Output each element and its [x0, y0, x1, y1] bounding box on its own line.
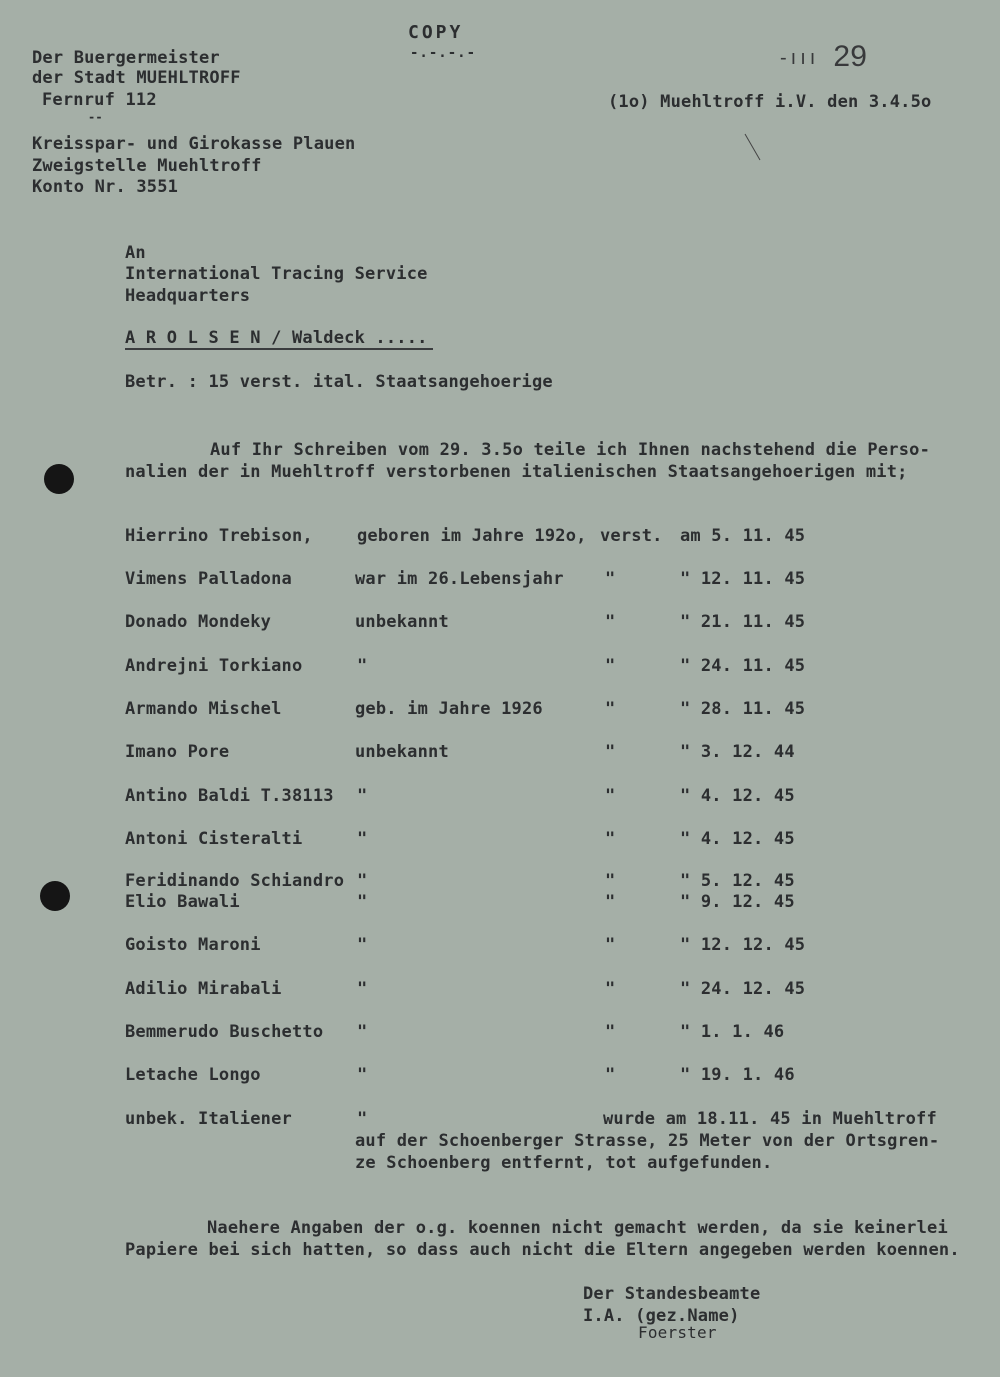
person-birth: " [357, 786, 368, 806]
person-ditto: " [605, 935, 616, 955]
signature-ia: I.A. (gez.Name) [583, 1306, 740, 1326]
person-birth: war im 26.Lebensjahr [355, 569, 564, 589]
person-died-label: verst. [600, 526, 663, 546]
place-date: (1o) Muehltroff i.V. den 3.4.5o [608, 92, 932, 112]
copy-stamp: COPY [408, 22, 464, 43]
person-name: Armando Mischel [125, 699, 282, 719]
person-death-date: " 28. 11. 45 [680, 699, 806, 719]
person-death-date: " 1. 1. 46 [680, 1022, 785, 1042]
unknown-ditto: " [357, 1109, 368, 1129]
person-name: Antino Baldi T.38113 [125, 786, 334, 806]
person-name: Adilio Mirabali [125, 979, 282, 999]
person-death-date: " 4. 12. 45 [680, 829, 795, 849]
recipient-city: A R O L S E N / Waldeck ..... [125, 328, 428, 348]
intro-line-2: nalien der in Muehltroff verstorbenen italienischen Staatsangehoerigen mit; [125, 462, 908, 482]
person-name: Vimens Palladona [125, 569, 292, 589]
sender-phone: Fernruf 112 [42, 90, 157, 110]
person-ditto: " [605, 829, 616, 849]
person-ditto: " [605, 569, 616, 589]
person-name: Elio Bawali [125, 892, 240, 912]
city-underline [125, 348, 433, 350]
sender-separator: -- [88, 110, 103, 124]
person-ditto: " [605, 979, 616, 999]
unknown-text-2: auf der Schoenberger Strasse, 25 Meter von der Ortsgren- [355, 1131, 940, 1151]
person-name: Imano Pore [125, 742, 230, 762]
person-death-date: " 4. 12. 45 [680, 786, 795, 806]
recipient-hq: Headquarters [125, 286, 251, 306]
person-birth: " [357, 1065, 368, 1085]
person-death-date: " 19. 1. 46 [680, 1065, 795, 1085]
person-death-date: " 5. 12. 45 [680, 871, 795, 891]
person-name: Andrejni Torkiano [125, 656, 303, 676]
punch-hole-bottom [40, 881, 70, 911]
person-ditto: " [605, 656, 616, 676]
person-death-date: am 5. 11. 45 [680, 526, 806, 546]
page-marks: -ııı [780, 46, 820, 69]
person-birth: " [357, 656, 368, 676]
unknown-name: unbek. Italiener [125, 1109, 292, 1129]
person-birth: geboren im Jahre 192o, [357, 526, 587, 546]
sender-line-2: der Stadt MUEHLTROFF [32, 68, 241, 88]
bank-line-2: Zweigstelle Muehltroff [32, 156, 262, 176]
person-death-date: " 24. 12. 45 [680, 979, 806, 999]
bank-line-1: Kreisspar- und Girokasse Plauen [32, 134, 356, 154]
page-number: 29 [833, 40, 868, 73]
recipient-an: An [125, 243, 146, 263]
intro-line-1: Auf Ihr Schreiben vom 29. 3.5o teile ich Ihnen nachstehend die Perso- [210, 440, 931, 460]
person-birth: unbekannt [355, 612, 449, 632]
person-birth: " [357, 935, 368, 955]
person-death-date: " 21. 11. 45 [680, 612, 806, 632]
person-name: Bemmerudo Buschetto [125, 1022, 324, 1042]
person-death-date: " 3. 12. 44 [680, 742, 795, 762]
punch-hole-top [44, 464, 74, 494]
sender-line-1: Der Buergermeister [32, 48, 220, 68]
person-name: Letache Longo [125, 1065, 261, 1085]
person-birth: unbekannt [355, 742, 449, 762]
subject-line: Betr. : 15 verst. ital. Staatsangehoerige [125, 372, 553, 392]
closing-line-1: Naehere Angaben der o.g. koennen nicht gemacht werden, da sie keinerlei [207, 1218, 948, 1238]
person-name: Antoni Cisteralti [125, 829, 303, 849]
person-name: Goisto Maroni [125, 935, 261, 955]
unknown-text-1: wurde am 18.11. 45 in Muehltroff [603, 1109, 937, 1129]
person-ditto: " [605, 892, 616, 912]
recipient-org: International Tracing Service [125, 264, 428, 284]
person-name: Hierrino Trebison, [125, 526, 313, 546]
person-birth: " [357, 892, 368, 912]
pencil-mark [745, 134, 761, 160]
person-ditto: " [605, 1065, 616, 1085]
person-birth: " [357, 979, 368, 999]
person-death-date: " 12. 11. 45 [680, 569, 806, 589]
person-ditto: " [605, 1022, 616, 1042]
person-ditto: " [605, 699, 616, 719]
person-name: Feridinando Schiandro [125, 871, 345, 891]
person-birth: " [357, 1022, 368, 1042]
person-ditto: " [605, 871, 616, 891]
copy-dashes: -.-.-.- [410, 45, 477, 61]
person-name: Donado Mondeky [125, 612, 272, 632]
person-ditto: " [605, 786, 616, 806]
unknown-text-3: ze Schoenberg entfernt, tot aufgefunden. [355, 1153, 773, 1173]
signature-name: Foerster [638, 1323, 717, 1342]
bank-account: Konto Nr. 3551 [32, 177, 179, 197]
person-death-date: " 12. 12. 45 [680, 935, 806, 955]
person-ditto: " [605, 612, 616, 632]
person-birth: " [357, 871, 368, 891]
closing-line-2: Papiere bei sich hatten, so dass auch nicht die Eltern angegeben werden koennen. [125, 1240, 960, 1260]
person-ditto: " [605, 742, 616, 762]
person-birth: geb. im Jahre 1926 [355, 699, 543, 719]
page-number-block [780, 40, 867, 74]
person-death-date: " 24. 11. 45 [680, 656, 806, 676]
person-birth: " [357, 829, 368, 849]
person-death-date: " 9. 12. 45 [680, 892, 795, 912]
signature-title: Der Standesbeamte [583, 1284, 761, 1304]
